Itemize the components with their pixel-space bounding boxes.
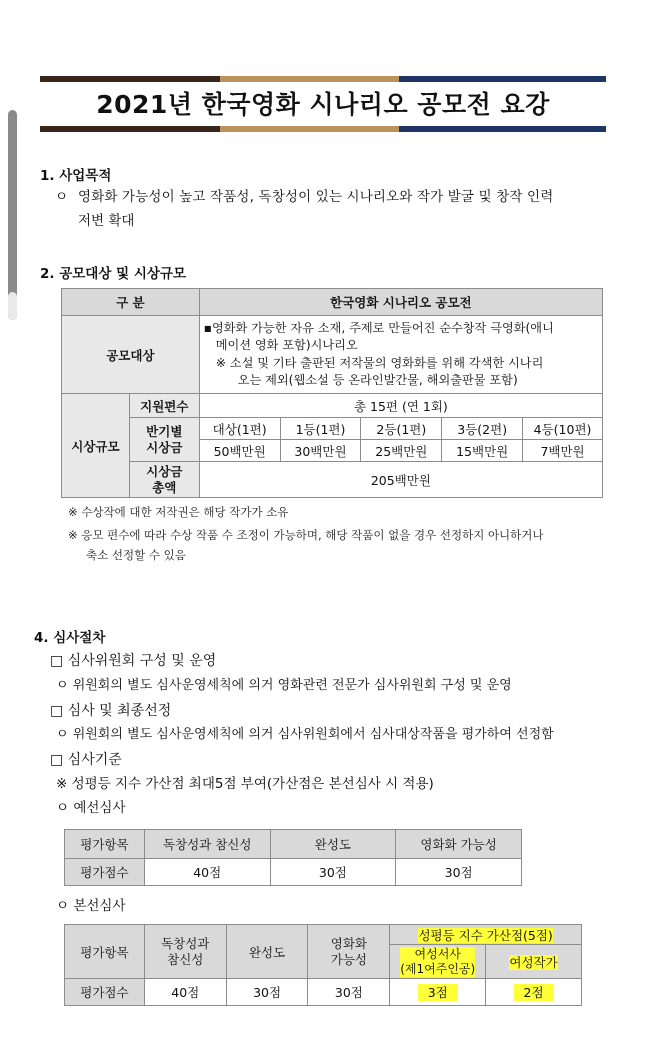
prize-rank-2: 2등(1편)	[361, 418, 442, 440]
page-title: 2021년 한국영화 시나리오 공모전 요강	[96, 90, 550, 119]
review-committee-heading: □ 심사위원회 구성 및 운영	[50, 653, 217, 669]
target-line2: 메이션 영화 포함)시나리오	[215, 338, 358, 352]
prize-amount-3: 15백만원	[442, 440, 523, 462]
total-label-line2: 총액	[152, 479, 177, 495]
prize-label-line1: 반기별	[146, 423, 183, 439]
final-header-originality	[144, 925, 226, 979]
target-description	[199, 316, 602, 394]
prelim-header-item: 평가항목	[65, 830, 145, 859]
total-value: 205백만원	[199, 462, 602, 498]
prelim-score-originality: 40점	[144, 859, 270, 886]
prelim-score-completeness: 30점	[270, 859, 396, 886]
final-score-female-narrative-text: 3점	[418, 984, 458, 1001]
prize-amount-2: 25백만원	[361, 440, 442, 462]
prelim-row-score: 평가점수	[65, 859, 145, 886]
prize-amount-4: 7백만원	[523, 440, 603, 462]
selection-text: ㅇ 위원회의 별도 심사운영세칙에 의거 심사위원회에서 심사대상작품을 평가하여 선정함	[56, 727, 554, 742]
total-label	[129, 462, 199, 498]
section1-text-line1: 영화화 가능성이 높고 작품성, 독창성이 있는 시나리오와 작가 발굴 및 창작 인력	[78, 189, 554, 205]
title-banner	[40, 76, 606, 132]
count-label: 지원편수	[129, 394, 199, 418]
target-line1: ▪영화화 가능한 자유 소재, 주제로 만들어진 순수창작 극영화(애니	[203, 320, 554, 335]
adjust-note-line2: 축소 선정할 수 있음	[86, 548, 186, 562]
female-narrative-highlight	[400, 947, 475, 977]
prelim-score-potential: 30점	[396, 859, 522, 886]
scrollbar-end	[8, 292, 17, 320]
copyright-note: ※ 수상작에 대한 저작권은 해당 작가가 소유	[68, 505, 289, 519]
final-score-potential: 30점	[308, 979, 390, 1006]
total-label-line1: 시상금	[146, 463, 183, 479]
target-label: 공모대상	[62, 316, 200, 394]
section1-text-line2: 저변 확대	[78, 213, 135, 229]
prelim-header-completeness: 완성도	[270, 830, 396, 859]
count-value: 총 15편 (연 1회)	[199, 394, 602, 418]
title-bar-top	[40, 76, 606, 82]
award-table	[61, 288, 603, 498]
award-label: 시상규모	[62, 394, 130, 498]
criteria-note: ※ 성평등 지수 가산점 최대5점 부여(가산점은 본선심사 시 적용)	[56, 776, 434, 792]
prize-rank-4: 4등(10편)	[523, 418, 603, 440]
prize-rank-0: 대상(1편)	[199, 418, 280, 440]
scrollbar-thumb[interactable]	[8, 110, 17, 320]
final-header-female-narrative-line2: (제1여주인공)	[400, 961, 476, 976]
section1-bullet-mark: ㅇ	[55, 189, 69, 205]
target-line4: 오는 제외(웹소설 등 온라인발간물, 해외출판물 포함)	[237, 373, 518, 387]
final-header-bonus-text: 성평등 지수 가산점(5점)	[418, 927, 553, 943]
final-score-originality: 40점	[144, 979, 226, 1006]
final-header-item: 평가항목	[65, 925, 145, 979]
selection-heading: □ 심사 및 최종선정	[50, 703, 172, 719]
prize-rank-3: 3등(2편)	[442, 418, 523, 440]
prize-amount-0: 50백만원	[199, 440, 280, 462]
final-header-bonus	[390, 925, 582, 945]
final-header-female-narrative-line1: 여성서사	[414, 946, 461, 961]
final-header-originality-line2: 참신성	[167, 951, 204, 967]
final-score-completeness: 30점	[226, 979, 308, 1006]
prize-label	[129, 418, 199, 462]
prelim-header-potential: 영화화 가능성	[396, 830, 522, 859]
section2-heading: 2. 공모대상 및 시상규모	[40, 266, 186, 282]
final-header-potential-line2: 가능성	[330, 951, 368, 967]
prelim-heading: ㅇ 예선심사	[56, 800, 126, 816]
title-bar-bottom	[40, 126, 606, 132]
section4-heading: 4. 심사절차	[34, 630, 106, 646]
prize-amount-1: 30백만원	[280, 440, 361, 462]
header-contest: 한국영화 시나리오 공모전	[199, 289, 602, 316]
final-score-female-writer-text: 2점	[514, 984, 554, 1001]
final-header-female-writer	[486, 945, 582, 979]
final-header-female-narrative	[390, 945, 486, 979]
prize-rank-1: 1등(1편)	[280, 418, 361, 440]
final-score-female-narrative	[390, 979, 486, 1006]
review-committee-text: ㅇ 위원회의 별도 심사운영세칙에 의거 영화관련 전문가 심사위원회 구성 및 운영	[56, 678, 512, 693]
final-header-completeness: 완성도	[226, 925, 308, 979]
prelim-header-originality: 독창성과 참신성	[144, 830, 270, 859]
section1-heading: 1. 사업목적	[40, 168, 112, 184]
final-header-potential	[308, 925, 390, 979]
final-header-potential-line1: 영화화	[330, 935, 368, 951]
final-heading: ㅇ 본선심사	[56, 898, 126, 914]
final-header-female-writer-text: 여성작가	[509, 954, 558, 970]
adjust-note-line1: ※ 응모 편수에 따라 수상 작품 수 조정이 가능하며, 해당 작품이 없을 경우 선정하지 아니하거나	[68, 528, 544, 542]
final-table	[64, 924, 582, 1006]
final-score-female-writer	[486, 979, 582, 1006]
final-header-originality-line1: 독창성과	[161, 935, 210, 951]
prelim-table	[64, 829, 522, 886]
final-row-score: 평가점수	[65, 979, 145, 1006]
header-category: 구 분	[62, 289, 200, 316]
target-line3: ※ 소설 및 기타 출판된 저작물의 영화화를 위해 각색한 시나리	[215, 355, 544, 370]
criteria-heading: □ 심사기준	[50, 752, 122, 768]
prize-label-line2: 시상금	[146, 439, 183, 455]
